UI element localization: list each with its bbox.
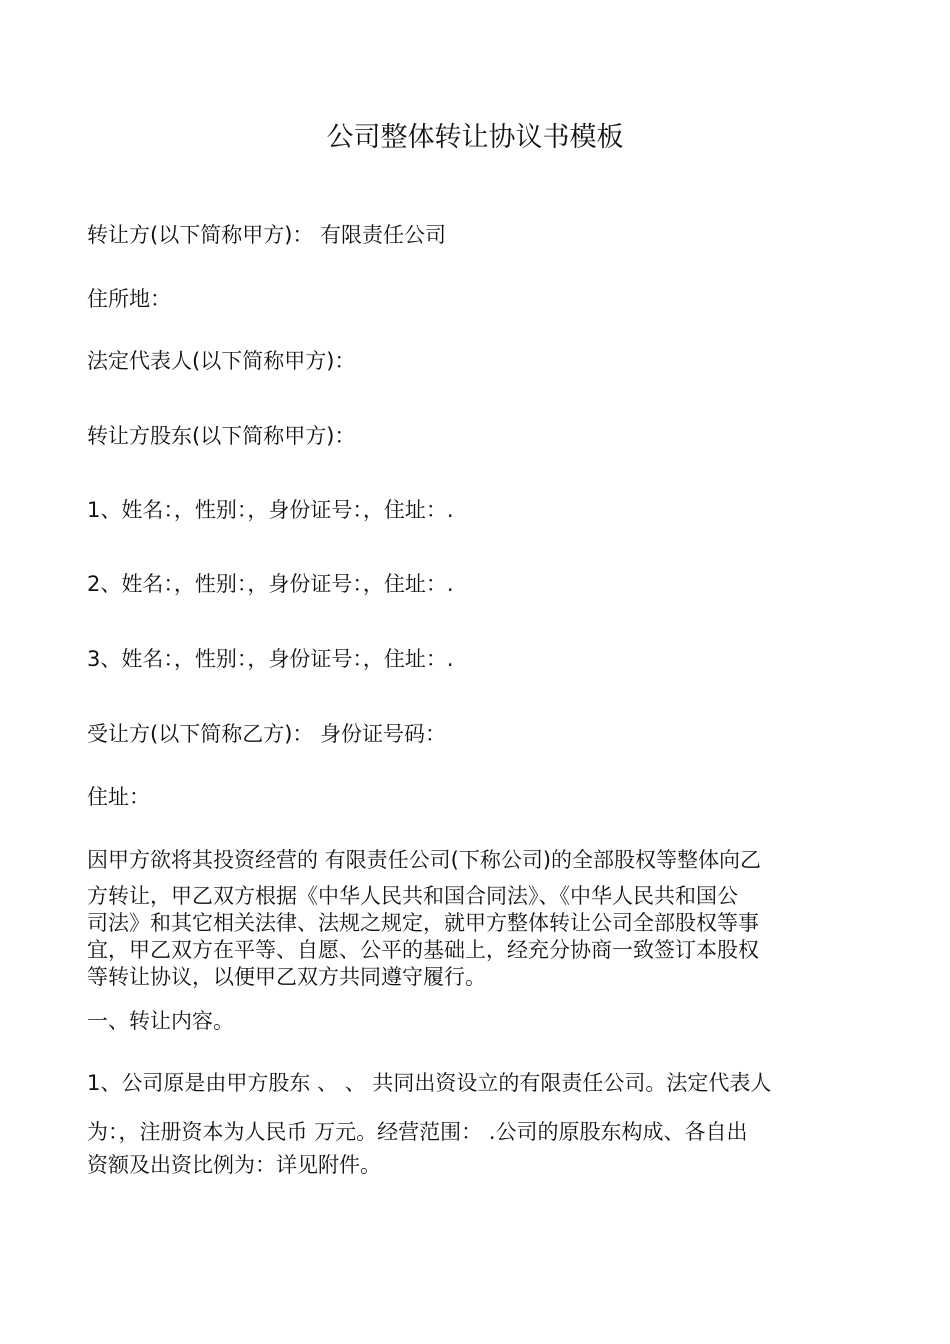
transferor-address-line: 住所地： <box>87 287 171 311</box>
clause-1-paragraph <box>87 1068 865 1180</box>
shareholder-3-line: 3、姓名：，性别：，身份证号：，住址：. <box>87 647 454 671</box>
intro-paragraph <box>87 845 865 991</box>
transferor-shareholders-line: 转让方股东(以下简称甲方)： <box>87 424 356 448</box>
transferee-line: 受让方(以下简称乙方)： 身份证号码： <box>87 722 447 746</box>
shareholder-1-line: 1、姓名：，性别：，身份证号：，住址：. <box>87 498 454 522</box>
intro-paragraph-line: 司法》和其它相关法律、法规之规定，就甲方整体转让公司全部股权等事 <box>87 911 759 935</box>
intro-paragraph-line: 宜，甲乙双方在平等、自愿、公平的基础上，经充分协商一致签订本股权 <box>87 938 759 962</box>
intro-paragraph-line: 等转让协议，以便甲乙双方共同遵守履行。 <box>87 965 486 989</box>
transferee-address-line: 住址： <box>87 785 150 809</box>
document-title: 公司整体转让协议书模板 <box>326 122 624 153</box>
clause-1-line: 1、公司原是由甲方股东 、 、 共同出资设立的有限责任公司。法定代表人 <box>87 1071 772 1095</box>
transferor-name-line: 转让方(以下简称甲方)： 有限责任公司 <box>87 223 447 247</box>
section-heading-transfer-content: 一、转让内容。 <box>87 1009 234 1033</box>
shareholder-2-line: 2、姓名：，性别：，身份证号：，住址：. <box>87 572 454 596</box>
clause-1-line: 为：，注册资本为人民币 万元。经营范围： .公司的原股东构成、各自出 <box>87 1120 748 1144</box>
intro-paragraph-line: 因甲方欲将其投资经营的 有限责任公司(下称公司)的全部股权等整体向乙 <box>87 848 762 872</box>
legal-representative-line: 法定代表人(以下简称甲方)： <box>87 349 356 373</box>
clause-1-line: 资额及出资比例为：详见附件。 <box>87 1153 381 1177</box>
intro-paragraph-line: 方转让，甲乙双方根据《中华人民共和国合同法》、《中华人民共和国公 <box>87 884 738 908</box>
